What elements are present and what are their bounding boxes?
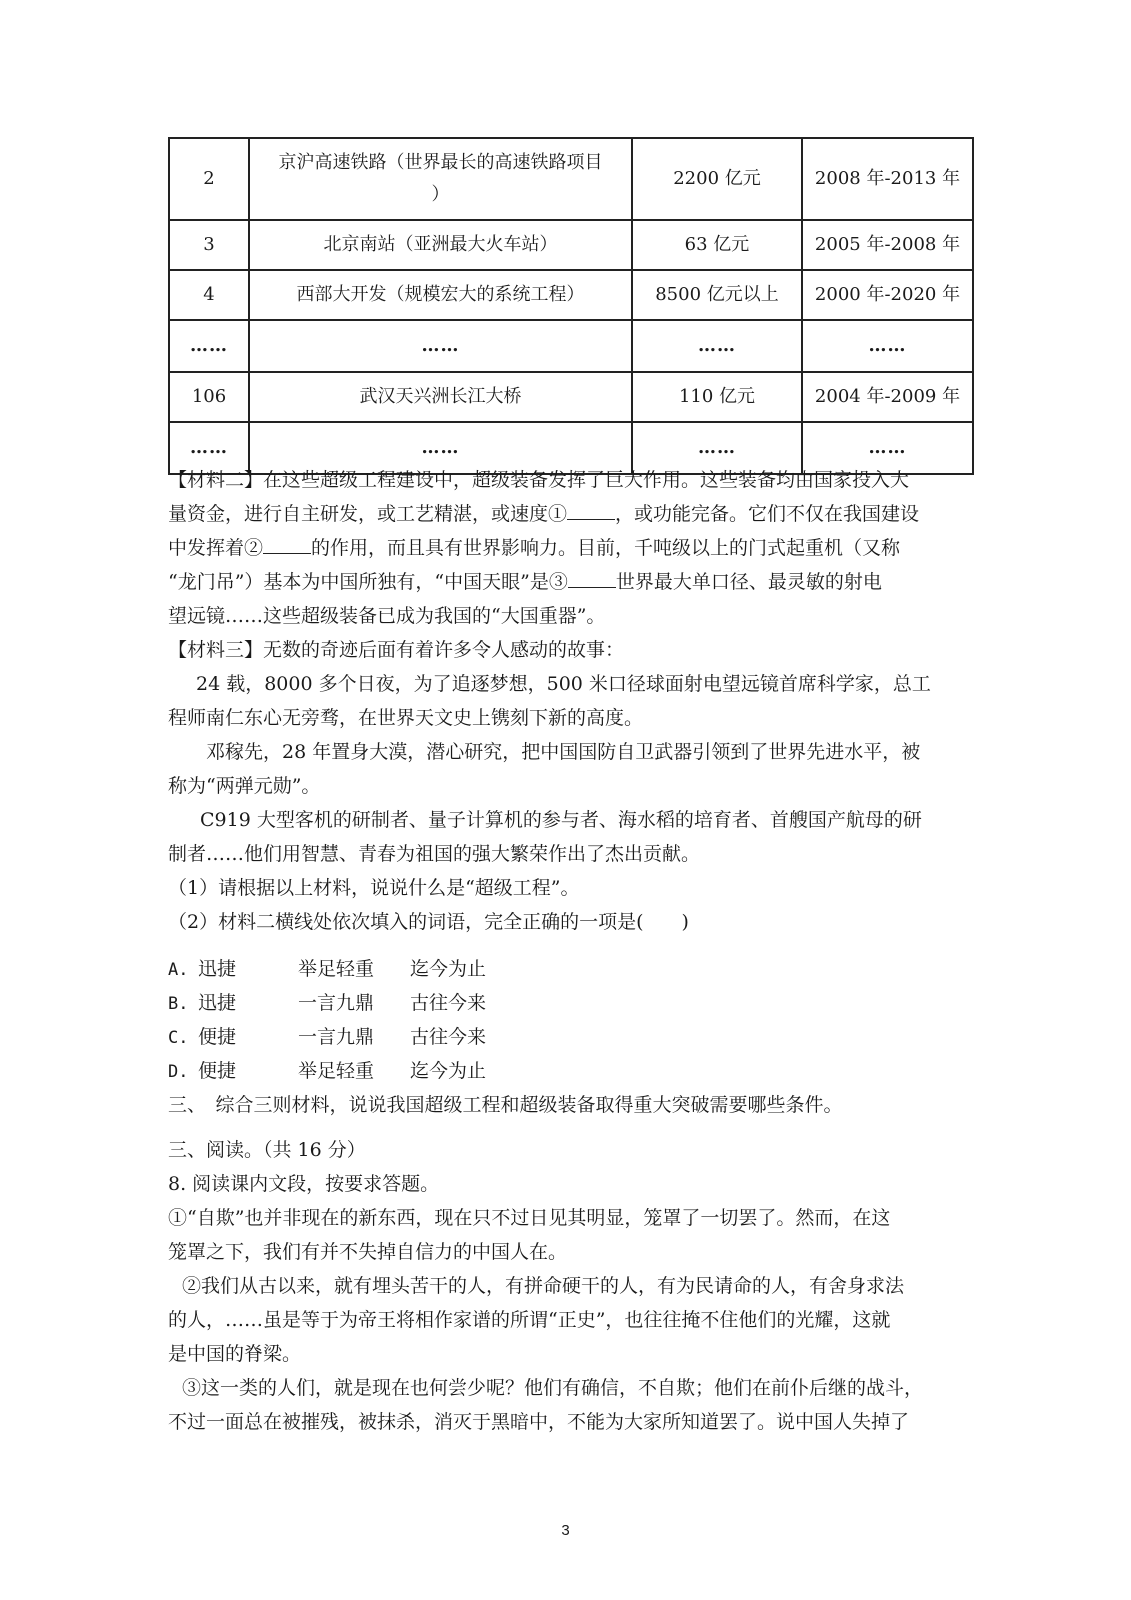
- material2-line: [168, 531, 968, 565]
- text-segment: “龙门吊”）基本为中国所独有，“中国天眼”是③: [168, 571, 568, 593]
- option-word: 便捷: [198, 1060, 237, 1082]
- period: ……: [802, 422, 973, 474]
- text-segment: 量资金，进行自主研发，或工艺精湛，或速度①: [168, 503, 568, 525]
- option-word: 古往今来: [410, 992, 487, 1014]
- table-row: [169, 220, 973, 270]
- row-number: 4: [169, 270, 249, 320]
- row-number: ……: [169, 320, 249, 372]
- material2-line: [168, 565, 968, 599]
- option-c: [168, 1020, 486, 1055]
- investment: 8500 亿元以上: [632, 270, 802, 320]
- answer-blank: [263, 531, 311, 554]
- material3-line: 邓稼先，28 年置身大漠，潜心研究，把中国国防自卫武器引领到了世界先进水平，被: [206, 741, 921, 763]
- question-1: （1）请根据以上材料，说说什么是“超级工程”。: [168, 877, 580, 899]
- option-word: 古往今来: [410, 1026, 487, 1048]
- table-row: [169, 372, 973, 422]
- option-word: 一言九鼎: [298, 1026, 375, 1048]
- investment: 110 亿元: [632, 372, 802, 422]
- material3-line: C919 大型客机的研制者、量子计算机的参与者、海水稻的培育者、首艘国产航母的研: [200, 809, 922, 831]
- project-name: 北京南站（亚洲最大火车站）: [249, 220, 632, 270]
- project-name: ……: [249, 320, 632, 372]
- reading-line: 笼罩之下，我们有并不失掉自信力的中国人在。: [168, 1241, 568, 1263]
- text-segment: ，或功能完备。它们不仅在我国建设: [615, 503, 920, 525]
- investment: 2200 亿元: [632, 138, 802, 220]
- table-row: [169, 320, 973, 372]
- investment: 63 亿元: [632, 220, 802, 270]
- option-d: [168, 1054, 486, 1089]
- period: ……: [802, 320, 973, 372]
- option-word: 迅捷: [198, 992, 237, 1014]
- table-row: [169, 270, 973, 320]
- text-segment: 中发挥着②: [168, 537, 264, 559]
- project-name: 西部大开发（规模宏大的系统工程）: [249, 270, 632, 320]
- material2-line: [168, 497, 968, 531]
- material2-line: 【材料二】在这些超级工程建设中，超级装备发挥了巨大作用。这些装备均由国家投入大: [168, 469, 910, 491]
- option-b: [168, 986, 486, 1021]
- answer-blank: [567, 497, 615, 520]
- option-word: 便捷: [198, 1026, 237, 1048]
- option-word: 迄今为止: [410, 958, 487, 980]
- text-segment: 世界最大单口径、最灵敏的射电: [615, 571, 882, 593]
- period: 2004 年-2009 年: [802, 372, 973, 422]
- option-word: 举足轻重: [298, 958, 375, 980]
- reading-line: 是中国的脊梁。: [168, 1343, 302, 1365]
- row-number: 3: [169, 220, 249, 270]
- projects-table: [168, 137, 974, 475]
- material3-line: 程师南仁东心无旁骛，在世界天文史上镌刻下新的高度。: [168, 707, 644, 729]
- row-number: 2: [169, 138, 249, 220]
- row-number: ……: [169, 422, 249, 474]
- option-word: 迄今为止: [410, 1060, 487, 1082]
- project-name: 武汉天兴洲长江大桥: [249, 372, 632, 422]
- option-word: 迅捷: [198, 958, 237, 980]
- material3-line: 称为“两弹元勋”。: [168, 775, 321, 797]
- material2-line: 望远镜……这些超级装备已成为我国的“大国重器”。: [168, 605, 606, 627]
- period: 2005 年-2008 年: [802, 220, 973, 270]
- table-row: [169, 138, 973, 220]
- investment: ……: [632, 422, 802, 474]
- option-letter: A.: [168, 960, 189, 980]
- option-letter: C.: [168, 1028, 189, 1048]
- project-name-line: ）: [431, 184, 450, 205]
- investment: ……: [632, 320, 802, 372]
- option-letter: D.: [168, 1062, 189, 1082]
- option-word: 一言九鼎: [298, 992, 375, 1014]
- material3-heading: 【材料三】无数的奇迹后面有着许多令人感动的故事：: [168, 639, 625, 661]
- project-name: [249, 138, 632, 220]
- question-8: 8. 阅读课内文段，按要求答题。: [168, 1173, 440, 1195]
- question-3: 三、 综合三则材料，说说我国超级工程和超级装备取得重大突破需要哪些条件。: [168, 1094, 843, 1116]
- reading-line: ③这一类的人们，就是现在也何尝少呢？他们有确信，不自欺；他们在前仆后继的战斗，: [182, 1377, 924, 1399]
- question-2: （2）材料二横线处依次填入的词语，完全正确的一项是( ): [168, 911, 689, 933]
- option-letter: B.: [168, 994, 189, 1014]
- reading-line: 的人，……虽是等于为帝王将相作家谱的所谓“正史”，也往往掩不住他们的光耀，这就: [168, 1309, 891, 1331]
- option-a: [168, 952, 486, 987]
- section-heading: 三、阅读。（共 16 分）: [168, 1139, 366, 1161]
- page-number: 3: [561, 1522, 570, 1539]
- option-word: 举足轻重: [298, 1060, 375, 1082]
- reading-line: 不过一面总在被摧残，被抹杀，消灭于黑暗中，不能为大家所知道罢了。说中国人失掉了: [168, 1411, 910, 1433]
- project-name-line: 京沪高速铁路（世界最长的高速铁路项目: [278, 152, 603, 173]
- answer-blank: [568, 565, 616, 588]
- material3-line: 24 载，8000 多个日夜，为了追逐梦想，500 米口径球面射电望远镜首席科学家，总工: [196, 673, 931, 695]
- period: 2008 年-2013 年: [802, 138, 973, 220]
- material3-line: 制者……他们用智慧、青春为祖国的强大繁荣作出了杰出贡献。: [168, 843, 701, 865]
- project-name: ……: [249, 422, 632, 474]
- row-number: 106: [169, 372, 249, 422]
- reading-line: ①“自欺”也并非现在的新东西，现在只不过日见其明显，笼罩了一切罢了。然而，在这: [168, 1207, 891, 1229]
- text-segment: 的作用，而且具有世界影响力。目前，千吨级以上的门式起重机（又称: [311, 537, 901, 559]
- period: 2000 年-2020 年: [802, 270, 973, 320]
- reading-line: ②我们从古以来，就有埋头苦干的人，有拼命硬干的人，有为民请命的人，有舍身求法: [182, 1275, 905, 1297]
